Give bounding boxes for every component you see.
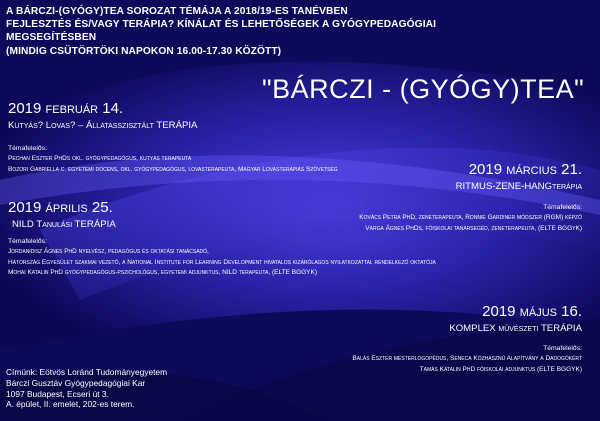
topic-emphasis: terápia xyxy=(552,181,582,192)
responsible-label: Témafelelős: xyxy=(8,238,47,245)
event-date xyxy=(8,100,338,117)
header-line: (MINDIG CSÜTÖRTÖKI NAPOKON 16.00-17.30 KÖZÖTT) xyxy=(6,45,282,57)
responsible-person: Jordanidisz Ágnes PhD nyelvész, pedagógus és oktatási tanácsadó, xyxy=(8,248,209,255)
topic-emphasis: TERÁPIA xyxy=(74,219,116,230)
address-line: A. épület, II. emelet, 202-es terem. xyxy=(6,399,135,410)
event-month: április xyxy=(45,199,88,216)
responsible-person: Tamás Katalin PhD főiskolai adjunktus (ELTE BGGYK) xyxy=(419,365,582,373)
topic-text: RITMUS-ZENE-HANG xyxy=(455,181,553,192)
event-year: 2019 xyxy=(482,303,516,320)
responsible-person: Balás Eszter mesterlogopédus, Seneca Közhasznú Alapítvány a Dadogókért xyxy=(352,355,582,362)
event-date xyxy=(8,199,436,216)
event-month: február xyxy=(45,100,99,117)
responsible-person: Hátország Egyesület szakmai vezető, a National Institute for Learning Development hivatalos kizárólagos nyilatkozattal rendelkező oktatója xyxy=(8,258,436,266)
event-day: 14. xyxy=(102,100,124,117)
event-topic xyxy=(352,323,582,334)
address-line: Címünk: Eötvös Loránd Tudományegyetem xyxy=(6,367,168,377)
event-topic xyxy=(12,219,436,230)
address-footer xyxy=(6,367,167,410)
responsible-label: Témafelelős: xyxy=(543,204,582,211)
event-topic xyxy=(359,181,582,192)
topic-text: NILD Tanulási xyxy=(12,219,73,230)
event-year: 2019 xyxy=(8,199,42,216)
header-line: MEGSEGÍTÉSBEN xyxy=(6,32,97,44)
event-day: 21. xyxy=(561,161,582,178)
topic-text: Kutyás? Lovas? – Állatasszisztált xyxy=(8,120,154,131)
header-line: A BÁRCZI-(GYÓGY)TEA SOROZAT TÉMÁJA A 2018/19-ES TANÉVBEN xyxy=(6,6,348,17)
event-date xyxy=(352,303,582,320)
topic-emphasis: TERÁPIA xyxy=(540,323,582,334)
topic-text: KOMPLEX xyxy=(449,323,496,334)
address-line: 1097 Budapest, Ecseri út 3. xyxy=(6,388,109,399)
event-year: 2019 xyxy=(8,100,42,117)
event-month: május xyxy=(519,303,557,320)
header-line: FEJLESZTÉS ÉS/VAGY TERÁPIA? KÍNÁLAT ÉS LEHETŐSÉGEK A GYÓGYPEDAGÓGIAI xyxy=(6,19,437,31)
responsible-person: Pechan Eszter PhDs okl. gyógypedagógus, kutyás terapeuta xyxy=(8,155,192,162)
event-day: 16. xyxy=(561,303,582,320)
event-day: 25. xyxy=(91,199,113,216)
event-date xyxy=(359,161,582,178)
event-month: március xyxy=(506,161,557,178)
event-february xyxy=(8,100,338,175)
responsible-person: Kovács Petra PhD, zeneterapeuta, Ronnie Gardiner módszer (RGM) képző xyxy=(359,214,582,221)
responsible-person: Mohai Katalin PhD gyógypedagógus-pszichológus, egyetemi adjunktus, NILD terapeuta, (ELTE BGGYK) xyxy=(8,269,318,276)
page-title: "BÁRCZI - (GYÓGY)TEA" xyxy=(262,74,585,104)
responsible-person: Varga Ágnes PhDs, főiskolai tanársegéd, zeneterapeuta, (ELTE BGGyK) xyxy=(365,224,582,232)
series-header xyxy=(6,5,486,58)
event-april xyxy=(8,199,436,279)
topic-emphasis: TERÁPIA xyxy=(156,120,198,131)
event-topic xyxy=(8,120,338,131)
responsible-person: Bozori Gabriella c. egyetemi docens, okl. gyógypedagógus, lovasterapeuta, Magyar Lovasterápiás Szövetség xyxy=(8,165,338,173)
responsible-label: Témafelelős: xyxy=(8,145,47,152)
address-line: Bárczi Gusztáv Gyógypedagógiai Kar xyxy=(6,377,146,388)
event-may xyxy=(352,303,582,375)
responsible-label: Témafelelős: xyxy=(543,345,582,352)
event-year: 2019 xyxy=(468,161,503,178)
topic-text: művészeti xyxy=(498,323,539,334)
